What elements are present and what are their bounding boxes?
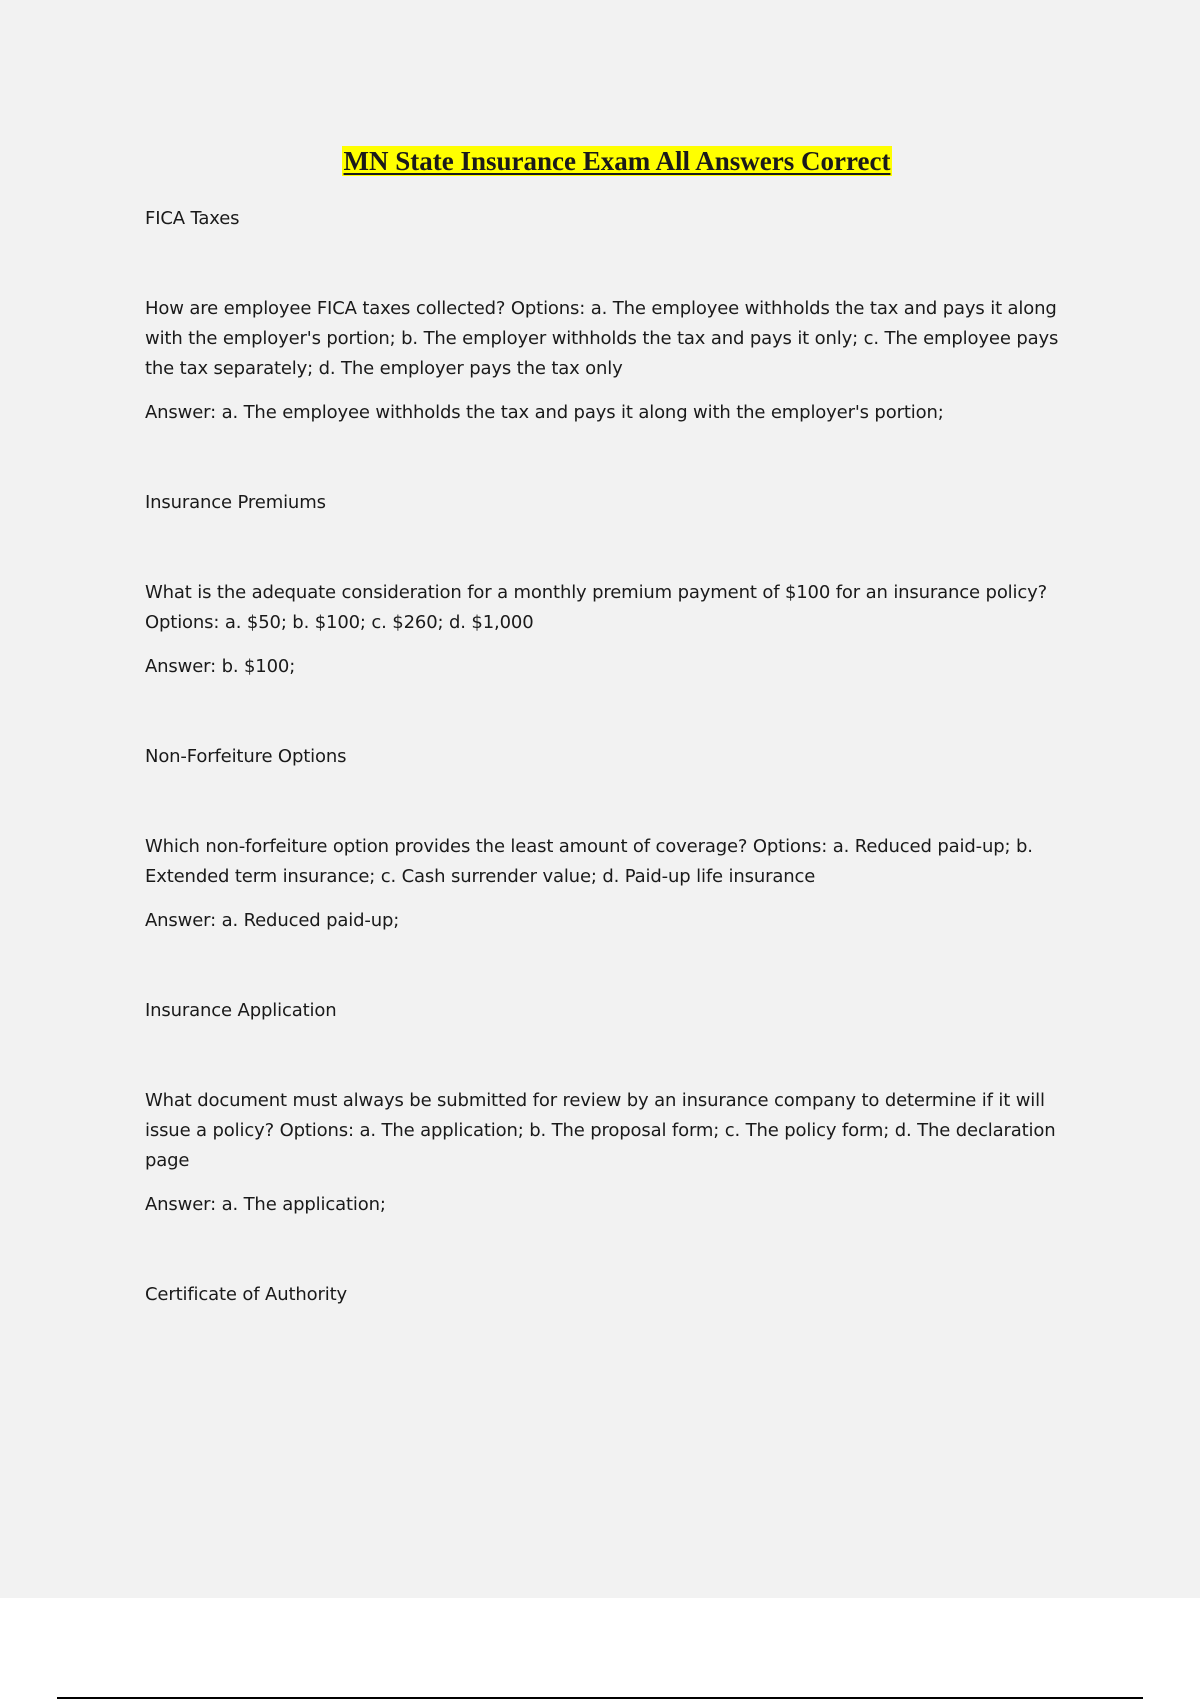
section-non-forfeiture-options [145,742,1075,936]
answer-text: Answer: b. $100; [145,656,296,677]
question-text: Which non-forfeiture option provides the least amount of coverage? Options: a. Reduced paid-up; b. Extended term insurance; c. Cash surrender value; d. Paid-up life insurance [145,836,1033,887]
document-body [145,204,1075,1310]
question-text: How are employee FICA taxes collected? Options: a. The employee withholds the tax and pays it along with the employer's portion; b. The employer withholds the tax and pays it only; c. The employee pays the tax separately; d. The employer pays the tax only [145,298,1059,379]
section-fica-taxes [145,204,1075,428]
section-heading: Insurance Application [145,1000,337,1021]
section-certificate-of-authority [145,1280,1075,1310]
section-insurance-application [145,996,1075,1220]
section-heading: Certificate of Authority [145,1284,348,1305]
question-text: What document must always be submitted for review by an insurance company to determine if it will issue a policy? Options: a. The application; b. The proposal form; c. The policy form; d. The declaration page [145,1090,1056,1171]
section-heading: Non-Forfeiture Options [145,746,347,767]
answer-text: Answer: a. Reduced paid-up; [145,910,400,931]
answer-text: Answer: a. The application; [145,1194,386,1215]
section-heading: FICA Taxes [145,208,240,229]
document-title [0,144,1200,178]
section-insurance-premiums [145,488,1075,682]
question-text: What is the adequate consideration for a monthly premium payment of $100 for an insurance policy? Options: a. $50; b. $100; c. $260; d. $1,000 [145,582,1048,633]
answer-text: Answer: a. The employee withholds the tax and pays it along with the employer's portion; [145,402,944,423]
document-title-text: MN State Insurance Exam All Answers Correct [343,146,891,176]
section-heading: Insurance Premiums [145,492,326,513]
page-divider-line [57,1697,1143,1699]
